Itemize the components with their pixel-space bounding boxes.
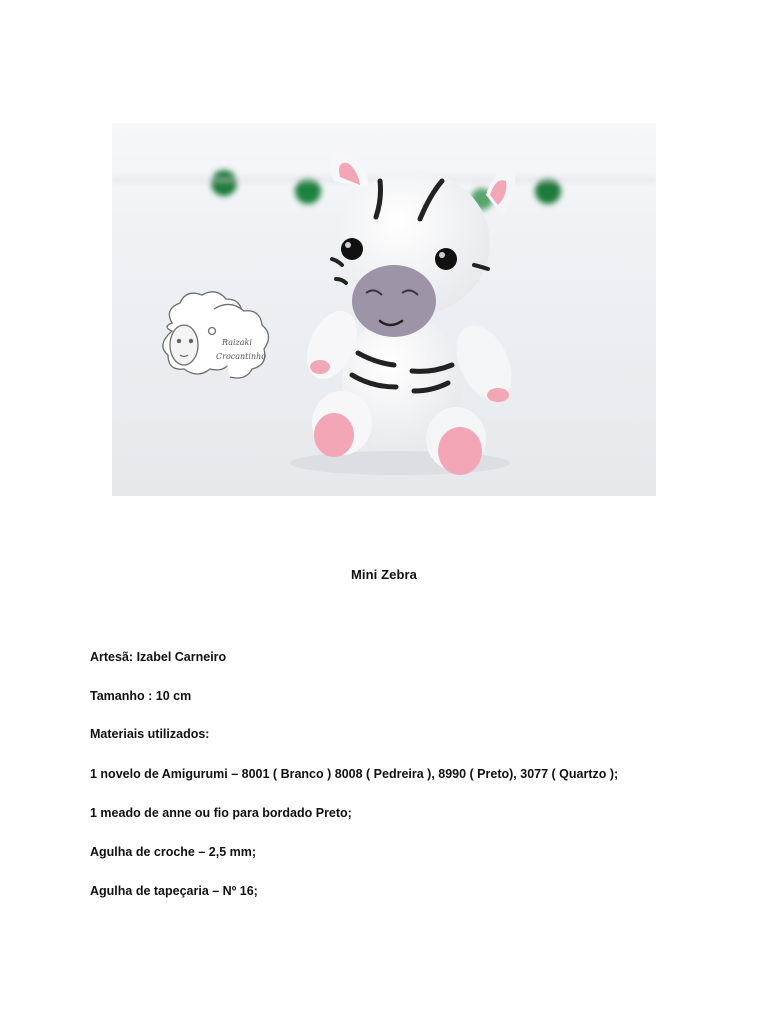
artist-label: Artesã: [90,650,134,664]
artist-line [90,649,226,665]
size-label: Tamanho : [90,689,153,703]
artist-value: Izabel Carneiro [136,650,227,664]
logo-text-2: Crocantinho [216,352,267,361]
materials-label: Materiais utilizados: [90,727,210,741]
material-item: 1 meado de anne ou fio para bordado Preto; [90,806,352,820]
zebra-photo [112,123,656,496]
material-item: Agulha de tapeçaria – Nº 16; [90,884,258,898]
size-line [90,688,191,704]
material-item: Agulha de croche – 2,5 mm; [90,845,257,859]
page-title: Mini Zebra [350,567,417,582]
size-value: 10 cm [155,689,192,703]
material-item: 1 novelo de Amigurumi – 8001 ( Branco ) 8008 ( Pedreira ), 8990 ( Preto), 3077 ( Quartzo ); [90,767,619,781]
logo-text-1: Raizaki [222,338,252,347]
